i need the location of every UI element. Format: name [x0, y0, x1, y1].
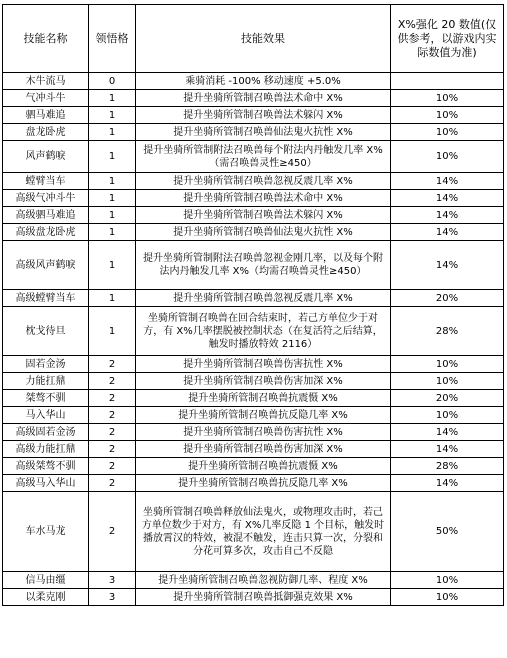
table-header-row	[3, 5, 504, 73]
table-row	[3, 424, 504, 441]
cell-effect: 提升坐骑所管制召唤兽伤害抗性 X%	[136, 356, 391, 373]
cell-skill-name: 高级力能扛鼎	[3, 441, 89, 458]
cell-skill-name: 风声鹤唳	[3, 141, 89, 173]
cell-value	[391, 73, 504, 90]
cell-effect: 提升坐骑所管制召唤兽抵御强克效果 X%	[136, 589, 391, 606]
cell-level: 2	[89, 492, 136, 572]
table-row	[3, 390, 504, 407]
cell-skill-name: 高级马入华山	[3, 475, 89, 492]
cell-skill-name: 气冲斗牛	[3, 90, 89, 107]
cell-level: 2	[89, 356, 136, 373]
header-level: 领悟格	[89, 5, 136, 73]
cell-skill-name: 高级盘龙卧虎	[3, 224, 89, 241]
table-row	[3, 90, 504, 107]
table-body	[3, 73, 504, 606]
cell-value: 14%	[391, 241, 504, 290]
cell-value: 10%	[391, 572, 504, 589]
cell-value: 10%	[391, 124, 504, 141]
table-row	[3, 173, 504, 190]
table-row	[3, 241, 504, 290]
cell-level: 3	[89, 589, 136, 606]
cell-value: 14%	[391, 207, 504, 224]
table-row	[3, 207, 504, 224]
cell-value: 28%	[391, 307, 504, 356]
table-row	[3, 124, 504, 141]
cell-skill-name: 高级风声鹤唳	[3, 241, 89, 290]
cell-value: 20%	[391, 390, 504, 407]
cell-skill-name: 以柔克刚	[3, 589, 89, 606]
cell-level: 1	[89, 107, 136, 124]
cell-skill-name: 马入华山	[3, 407, 89, 424]
cell-skill-name: 高级固若金汤	[3, 424, 89, 441]
header-value: X%强化 20 数值(仅供参考，以游戏内实际数值为准)	[391, 5, 504, 73]
cell-effect: 提升坐骑所管制召唤兽忽视防御几率、程度 X%	[136, 572, 391, 589]
cell-effect: 提升坐骑所管制附法召唤兽每个附法内丹触发几率 X%（需召唤兽灵性≥450）	[136, 141, 391, 173]
cell-level: 3	[89, 572, 136, 589]
cell-value: 10%	[391, 373, 504, 390]
cell-value: 14%	[391, 475, 504, 492]
cell-effect: 提升坐骑所管制召唤兽忽视反震几率 X%	[136, 173, 391, 190]
cell-skill-name: 固若金汤	[3, 356, 89, 373]
cell-level: 1	[89, 90, 136, 107]
cell-effect: 提升坐骑所管制召唤兽仙法鬼火抗性 X%	[136, 124, 391, 141]
cell-effect: 提升坐骑所管制召唤兽抗反隐几率 X%	[136, 407, 391, 424]
cell-level: 1	[89, 124, 136, 141]
table-row	[3, 373, 504, 390]
cell-level: 2	[89, 390, 136, 407]
cell-value: 10%	[391, 589, 504, 606]
cell-skill-name: 螳臂当车	[3, 173, 89, 190]
cell-value: 10%	[391, 407, 504, 424]
cell-effect: 提升坐骑所管制召唤兽法术躲闪 X%	[136, 207, 391, 224]
cell-skill-name: 盘龙卧虎	[3, 124, 89, 141]
cell-level: 1	[89, 290, 136, 307]
cell-effect: 提升坐骑所管制召唤兽法术躲闪 X%	[136, 107, 391, 124]
cell-level: 1	[89, 173, 136, 190]
cell-level: 1	[89, 141, 136, 173]
cell-level: 1	[89, 190, 136, 207]
cell-value: 10%	[391, 107, 504, 124]
cell-level: 1	[89, 207, 136, 224]
cell-skill-name: 力能扛鼎	[3, 373, 89, 390]
cell-level: 1	[89, 241, 136, 290]
cell-effect: 提升坐骑所管制召唤兽仙法鬼火抗性 X%	[136, 224, 391, 241]
cell-skill-name: 桀骜不驯	[3, 390, 89, 407]
table-row	[3, 190, 504, 207]
cell-effect: 坐骑所管制召唤兽在回合结束时，若己方单位少于对方，有 X%几率摆脱被控制状态（在复活符之后结算，触发时播放特效 2116）	[136, 307, 391, 356]
table-row	[3, 107, 504, 124]
cell-level: 2	[89, 424, 136, 441]
cell-skill-name: 枕戈待旦	[3, 307, 89, 356]
cell-level: 2	[89, 458, 136, 475]
cell-skill-name: 高级螳臂当车	[3, 290, 89, 307]
cell-skill-name: 高级桀骜不驯	[3, 458, 89, 475]
skill-table	[2, 4, 504, 606]
header-skill-name: 技能名称	[3, 5, 89, 73]
table-row	[3, 356, 504, 373]
cell-skill-name: 木牛流马	[3, 73, 89, 90]
table-row	[3, 572, 504, 589]
table-row	[3, 307, 504, 356]
cell-value: 14%	[391, 190, 504, 207]
cell-level: 0	[89, 73, 136, 90]
cell-effect: 提升坐骑所管制召唤兽法术命中 X%	[136, 190, 391, 207]
table-row	[3, 407, 504, 424]
cell-value: 20%	[391, 290, 504, 307]
cell-level: 1	[89, 224, 136, 241]
cell-effect: 提升坐骑所管制召唤兽伤害加深 X%	[136, 373, 391, 390]
cell-skill-name: 驷马难追	[3, 107, 89, 124]
cell-skill-name: 车水马龙	[3, 492, 89, 572]
cell-effect: 提升坐骑所管制召唤兽抗反隐几率 X%	[136, 475, 391, 492]
cell-level: 2	[89, 475, 136, 492]
table-row	[3, 290, 504, 307]
cell-value: 10%	[391, 141, 504, 173]
cell-effect: 提升坐骑所管制召唤兽抗震慑 X%	[136, 390, 391, 407]
cell-effect: 提升坐骑所管制召唤兽伤害抗性 X%	[136, 424, 391, 441]
cell-level: 2	[89, 407, 136, 424]
cell-skill-name: 信马由缰	[3, 572, 89, 589]
cell-value: 14%	[391, 424, 504, 441]
table-row	[3, 475, 504, 492]
table-row	[3, 141, 504, 173]
cell-level: 2	[89, 441, 136, 458]
cell-effect: 乘骑消耗 -100% 移动速度 +5.0%	[136, 73, 391, 90]
cell-value: 14%	[391, 441, 504, 458]
cell-effect: 提升坐骑所管制召唤兽抗震慑 X%	[136, 458, 391, 475]
cell-effect: 提升坐骑所管制召唤兽法术命中 X%	[136, 90, 391, 107]
cell-value: 14%	[391, 224, 504, 241]
table-row	[3, 441, 504, 458]
cell-value: 10%	[391, 90, 504, 107]
cell-value: 50%	[391, 492, 504, 572]
cell-value: 14%	[391, 173, 504, 190]
cell-effect: 坐骑所管制召唤兽释放仙法鬼火，或物理攻击时，若己方单位数少于对方，有 X%几率反隐 1 个目标，触发时播放霄汉的特效，被混不触发，连击只算一次，分裂和分花可算多次，攻击自己不反隐	[136, 492, 391, 572]
header-effect: 技能效果	[136, 5, 391, 73]
table-row	[3, 458, 504, 475]
table-row	[3, 589, 504, 606]
table-row	[3, 224, 504, 241]
table-row	[3, 73, 504, 90]
cell-level: 1	[89, 307, 136, 356]
cell-level: 2	[89, 373, 136, 390]
cell-skill-name: 高级驷马难追	[3, 207, 89, 224]
cell-value: 10%	[391, 356, 504, 373]
cell-effect: 提升坐骑所管制召唤兽伤害加深 X%	[136, 441, 391, 458]
cell-skill-name: 高级气冲斗牛	[3, 190, 89, 207]
table-row	[3, 492, 504, 572]
cell-value: 28%	[391, 458, 504, 475]
cell-effect: 提升坐骑所管制召唤兽忽视反震几率 X%	[136, 290, 391, 307]
cell-effect: 提升坐骑所管制附法召唤兽忽视金刚几率，以及每个附法内丹触发几率 X%（均需召唤兽灵性≥450）	[136, 241, 391, 290]
